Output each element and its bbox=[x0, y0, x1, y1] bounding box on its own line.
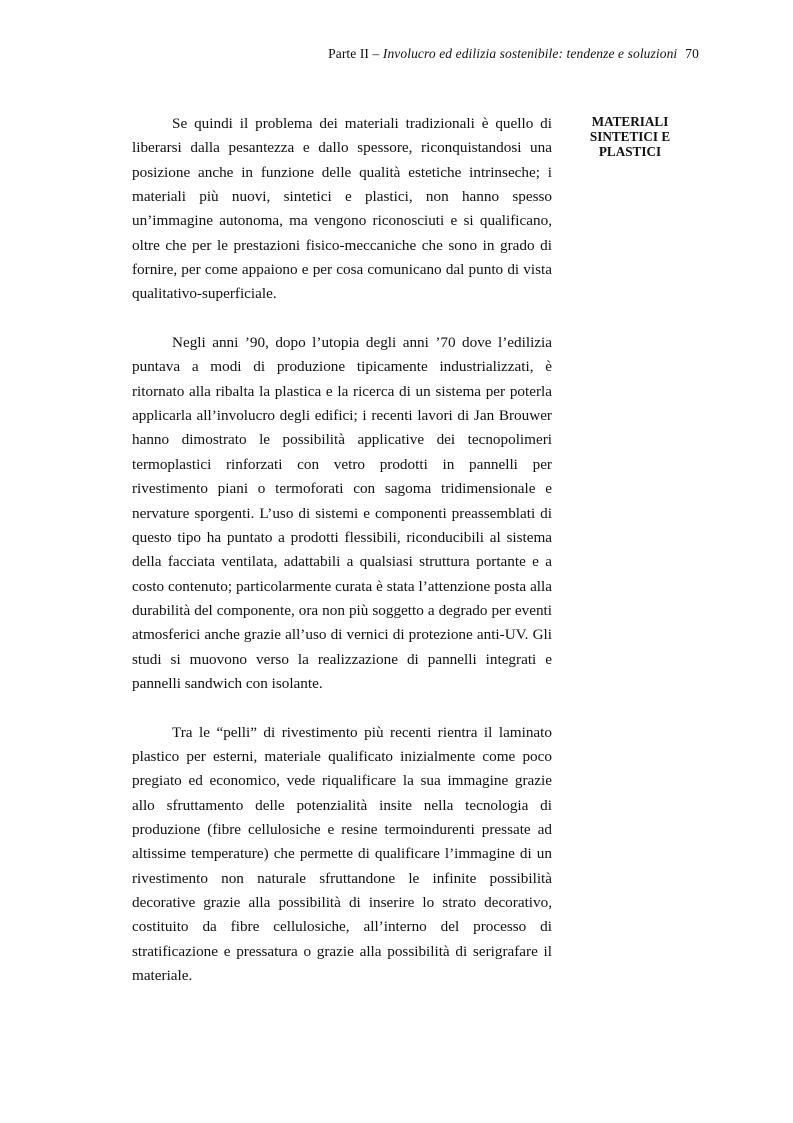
running-header bbox=[328, 46, 699, 62]
paragraph: Negli anni ’90, dopo l’utopia degli anni ’70 dove l’edilizia puntava a modi di produzione tipicamente industrializzati, è ritornato alla ribalta la plastica e la ricerca di un sistema per poterla applicarla all’involucro degli edifici; i recenti lavori di Jan Brouwer hanno dimostrato le possibilità applicative dei tecnopolimeri termoplastici rinforzati con vetro prodotti in pannelli per rivestimento piani o termoforati con sagoma tridimensionale e nervature sporgenti. L’uso di sistemi e componenti preassemblati di questo tipo ha puntato a prodotti flessibili, riconducibili al sistema della facciata ventilata, adattabili a qualsiasi struttura portante e a costo contenuto; particolarmente curata è stata l’attenzione posta alla durabilità del componente, ora non più soggetto a degrado per eventi atmosferici anche grazie all’uso di vernici di protezione anti-UV. Gli studi si muovono verso la realizzazione di pannelli integrati e pannelli sandwich con isolante. bbox=[132, 334, 552, 692]
margin-note-line: PLASTICI bbox=[598, 144, 662, 159]
margin-note-line: MATERIALI bbox=[591, 114, 669, 129]
page-number: 70 bbox=[685, 46, 699, 61]
margin-note bbox=[583, 114, 677, 159]
header-part: Parte II – bbox=[328, 46, 383, 61]
paragraph: Tra le “pelli” di rivestimento più recenti rientra il laminato plastico per esterni, materiale qualificato inizialmente come poco pregiato ed economico, vede riqualificare la sua immagine grazie allo sfruttamento delle potenzialità insite nella tecnologia di produzione (fibre cellulosiche e resine termoindurenti pressate ad altissime temperature) che permette di qualificare l’immagine di un rivestimento non naturale sfruttandone le infinite possibilità decorative grazie alla possibilità di inserire lo strato decorativo, costituito da fibre cellulosiche, all’interno del processo di stratificazione e pressatura o grazie alla possibilità di serigrafare il materiale. bbox=[132, 723, 552, 985]
body-text bbox=[132, 112, 552, 1013]
header-title: Involucro ed edilizia sostenibile: tendenze e soluzioni bbox=[382, 46, 678, 61]
margin-note-line: SINTETICI E bbox=[589, 129, 671, 144]
paragraph: Se quindi il problema dei materiali tradizionali è quello di liberarsi dalla pesantezza e dallo spessore, riconquistandosi una posizione anche in funzione delle qualità estetiche intrinseche; i materiali più nuovi, sintetici e plastici, non hanno spesso un’immagine autonoma, ma vengono riconosciuti e si qualificano, oltre che per le prestazioni fisico-meccaniche che sono in grado di fornire, per come appaiono e per cosa comunicano dal punto di vista qualitativo-superficiale. bbox=[132, 115, 552, 303]
